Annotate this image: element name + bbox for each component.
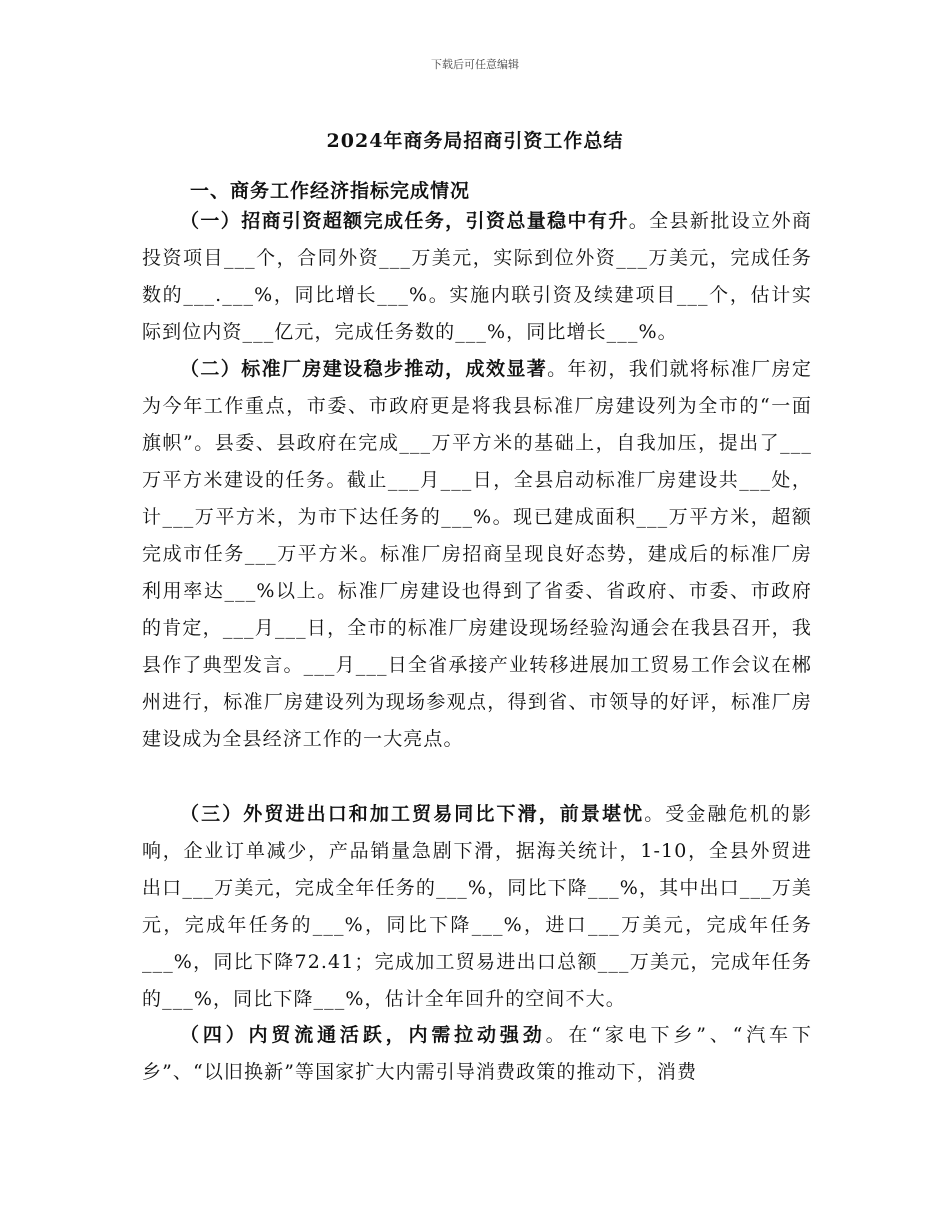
- paragraph-2: [142, 351, 812, 758]
- section-heading: 一、商务工作经济指标完成情况: [190, 180, 471, 202]
- paragraph-lead: （四）内贸流通活跃，内需拉动强劲: [180, 1024, 546, 1046]
- paragraph-lead: （二）标准厂房建设稳步推动，成效显著: [180, 358, 548, 380]
- paragraph-4: [142, 1017, 812, 1091]
- paragraph-body: 。年初，我们就将标准厂房定为今年工作重点，市委、市政府更是将我县标准厂房建设列为全市的“一面旗帜”。县委、县政府在完成___万平方米的基础上，自我加压，提出了___万平方米建设的任务。截止___月___日，全县启动标准厂房建设共___处，计___万平方米，为市下达任务的___%。现已建成面积___万平方米，超额完成市任务___万平方米。标准厂房招商呈现良好态势，建成后的标准厂房利用率达___%以上。标准厂房建设也得到了省委、省政府、市委、市政府的肯定，___月___日，全市的标准厂房建设现场经验沟通会在我县召开，我县作了典型发言。___月___日全省承接产业转移进展加工贸易工作会议在郴州进行，标准厂房建设列为现场参观点，得到省、市领导的好评，标准厂房建设成为全县经济工作的一大亮点。: [142, 358, 812, 750]
- paragraph-body: 。在“家电下乡”、“汽车下乡”、“以旧换新”等国家扩大内需引导消费政策的推动下，消费: [142, 1024, 812, 1083]
- header-note: 下载后可任意编辑: [431, 58, 519, 71]
- paragraph-body: 。受金融危机的影响，企业订单减少，产品销量急剧下滑，据海关统计，1-10，全县外贸进出口___万美元，完成全年任务的___%，同比下降___%，其中出口___万美元，完成年任务的___%，同比下降___%，进口___万美元，完成年任务___%，同比下降72.41；完成加工贸易进出口总额___万美元，完成年任务的___%，同比下降___%，估计全年回升的空间不大。: [142, 803, 812, 1010]
- paragraph-body: 。全县新批设立外商投资项目___个，合同外资___万美元，实际到位外资___万美元，完成任务数的___.___%，同比增长___%。实施内联引资及续建项目___个，估计实际到位内资___亿元，完成任务数的___%，同比增长___%。: [142, 210, 813, 343]
- paragraph-lead: （三）外贸进出口和加工贸易同比下滑，前景堪忧: [180, 803, 645, 825]
- document-title: 2024年商务局招商引资工作总结: [326, 130, 624, 152]
- paragraph-1: [142, 203, 812, 351]
- paragraph-lead: （一）招商引资超额完成任务，引资总量稳中有升: [180, 210, 629, 232]
- paragraph-3: [142, 796, 812, 1018]
